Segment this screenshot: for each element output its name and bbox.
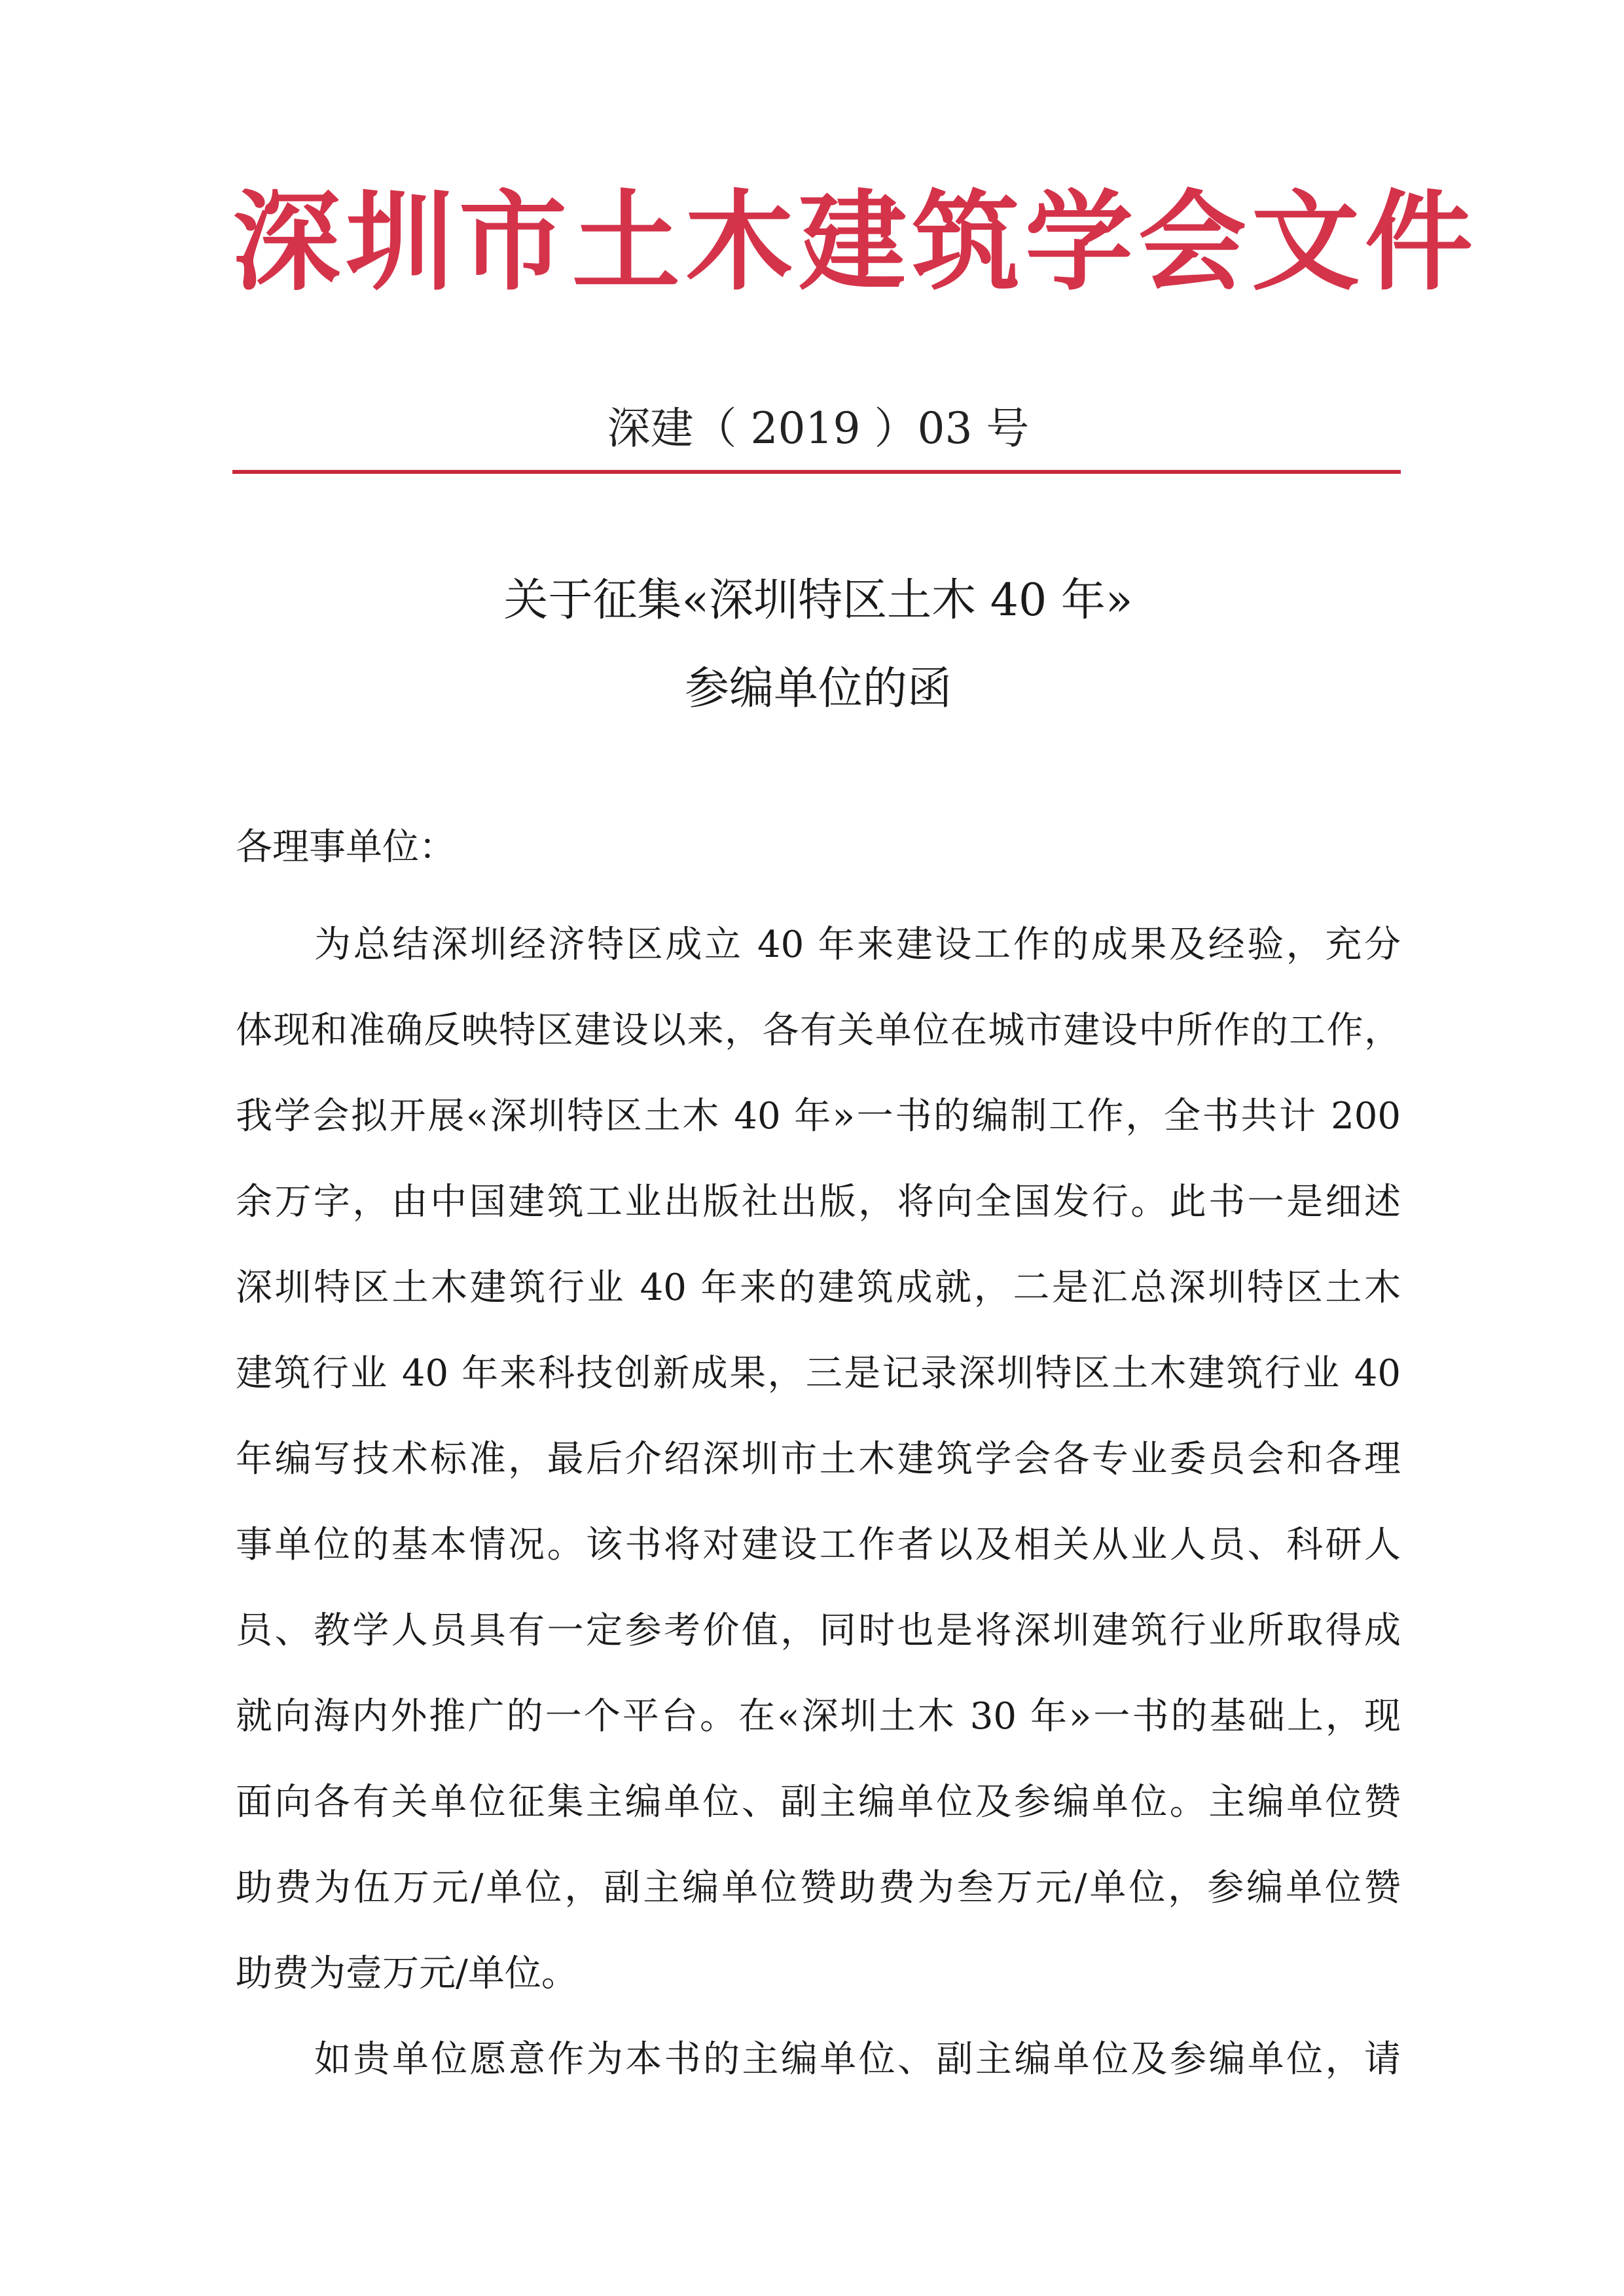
body-line: 如贵单位愿意作为本书的主编单位、副主编单位及参编单位，请 [314,2038,1401,2081]
subject-line-1: 关于征集«深圳特区土木 40 年» [503,575,1133,626]
document-number: 深建（ 2019 ）03 号 [607,403,1030,454]
body-line: 员、教学人员具有一定参考价值，同时也是将深圳建筑行业所取得成 [236,1609,1401,1652]
body-line: 面向各有关单位征集主编单位、副主编单位及参编单位。主编单位赞 [236,1781,1401,1823]
salutation: 各理事单位： [236,826,456,869]
document-subject [236,556,1401,733]
body-line: 事单位的基本情况。该书将对建设工作者以及相关从业人员、科研人 [236,1524,1401,1566]
body-line: 年编写技术标准，最后介绍深圳市土木建筑学会各专业委员会和各理 [236,1438,1401,1480]
body-line: 建筑行业 40 年来科技创新成果，三是记录深圳特区土木建筑行业 40 [236,1352,1401,1395]
body-line: 助费为伍万元/单位，副主编单位赞助费为叁万元/单位，参编单位赞 [236,1867,1401,1909]
issuer-header-title: 深圳市土木建筑学会文件 [232,179,1478,305]
body-line: 深圳特区土木建筑行业 40 年来的建筑成就，二是汇总深圳特区土木 [236,1266,1401,1309]
body-line: 我学会拟开展«深圳特区土木 40 年»一书的编制工作，全书共计 200 [236,1095,1401,1138]
body-line: 为总结深圳经济特区成立 40 年来建设工作的成果及经验，充分 [314,924,1401,966]
subject-line-2: 参编单位的函 [684,663,952,715]
body-line: 余万字，由中国建筑工业出版社出版，将向全国发行。此书一是细述 [236,1181,1401,1223]
header-divider [232,470,1401,474]
body-line: 就向海内外推广的一个平台。在«深圳土木 30 年»一书的基础上，现 [236,1695,1401,1738]
body-line: 体现和准确反映特区建设以来，各有关单位在城市建设中所作的工作， [236,1009,1401,1052]
body-paragraphs [236,902,1401,2102]
body-line: 助费为壹万元/单位。 [236,1952,578,1995]
